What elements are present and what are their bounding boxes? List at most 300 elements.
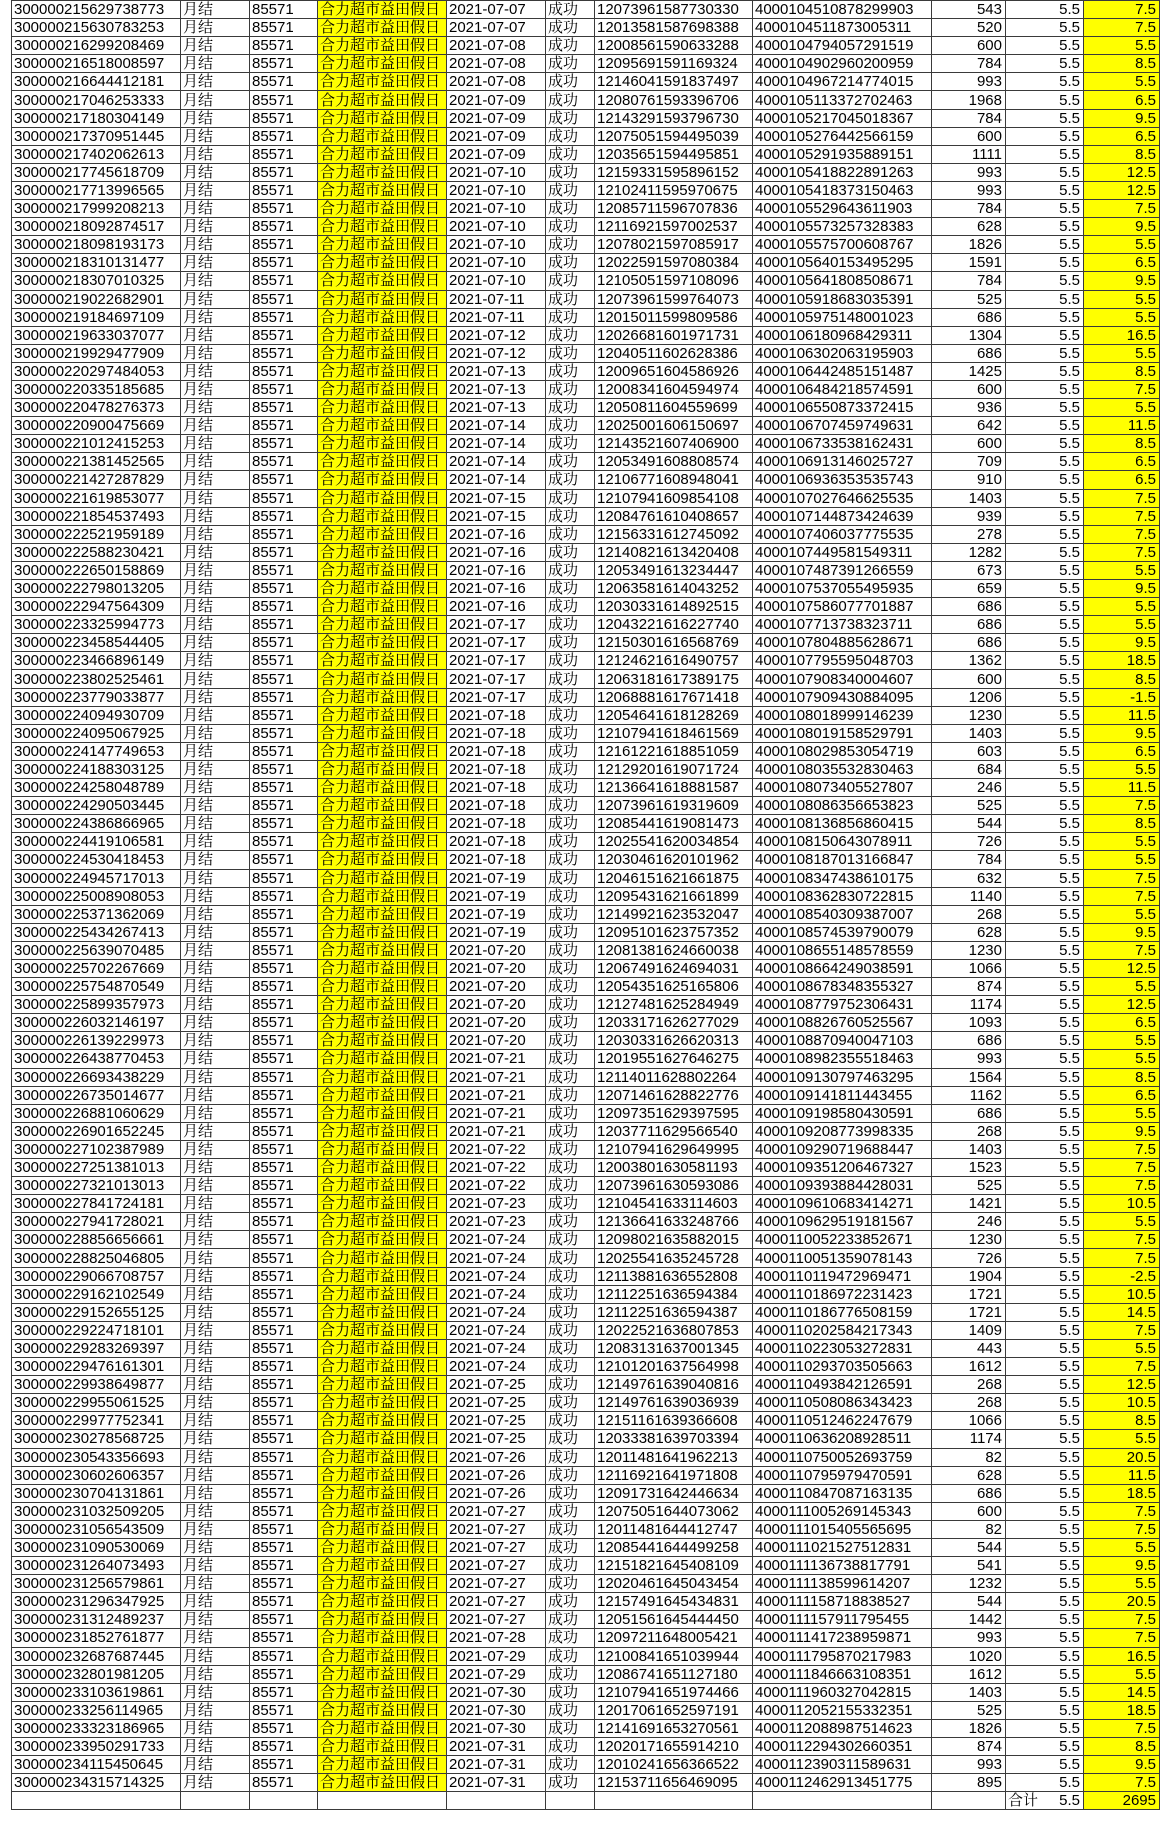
cell-fee: 7.5 (1084, 1719, 1160, 1737)
table-row (12, 1068, 1160, 1086)
cell-tracking-no: 4000107537055495935 (753, 580, 932, 598)
cell-tracking-no: 4000104902960200959 (753, 55, 932, 73)
cell-status: 成功 (546, 507, 595, 525)
cell-settlement-type: 月结 (181, 525, 250, 543)
cell-unit-price: 5.5 (1006, 1430, 1084, 1448)
cell-store-name: 合力超市益田假日 (318, 1086, 447, 1104)
cell-status: 成功 (546, 1738, 595, 1756)
cell-customer-code: 85571 (250, 869, 318, 887)
cell-settlement-type: 月结 (181, 471, 250, 489)
cell-customer-code: 85571 (250, 1538, 318, 1556)
cell-waybill-id: 300000224290503445 (12, 797, 181, 815)
cell-tracking-no: 4000109629519181567 (753, 1213, 932, 1231)
cell-unit-price: 5.5 (1006, 453, 1084, 471)
cell-unit-price: 5.5 (1006, 254, 1084, 272)
cell-weight: 628 (932, 1466, 1006, 1484)
cell-weight: 1282 (932, 543, 1006, 561)
cell-unit-price: 5.5 (1006, 1339, 1084, 1357)
cell-status: 成功 (546, 688, 595, 706)
cell-weight: 1721 (932, 1285, 1006, 1303)
cell-unit-price: 5.5 (1006, 236, 1084, 254)
cell-unit-price: 5.5 (1006, 941, 1084, 959)
cell-waybill-id: 300000230278568725 (12, 1430, 181, 1448)
cell-customer-code: 85571 (250, 1140, 318, 1158)
cell-fee: 8.5 (1084, 1068, 1160, 1086)
cell-settlement-type: 月结 (181, 1538, 250, 1556)
cell-store-name: 合力超市益田假日 (318, 91, 447, 109)
cell-waybill-id: 300000223802525461 (12, 670, 181, 688)
cell-weight: 1066 (932, 959, 1006, 977)
cell-weight: 686 (932, 344, 1006, 362)
cell-settlement-type: 月结 (181, 978, 250, 996)
cell-fee: 11.5 (1084, 417, 1160, 435)
cell-unit-price: 5.5 (1006, 1068, 1084, 1086)
cell-tracking-no: 4000108982355518463 (753, 1050, 932, 1068)
cell-settlement-type: 月结 (181, 760, 250, 778)
cell-order-no: 12051561645444450 (595, 1611, 753, 1629)
cell-weight: 600 (932, 380, 1006, 398)
cell-tracking-no: 4000109393884428031 (753, 1177, 932, 1195)
cell-unit-price: 5.5 (1006, 19, 1084, 37)
cell-customer-code: 85571 (250, 91, 318, 109)
cell-status: 成功 (546, 779, 595, 797)
cell-status: 成功 (546, 1665, 595, 1683)
cell-fee: 8.5 (1084, 670, 1160, 688)
cell-customer-code: 85571 (250, 218, 318, 236)
cell-weight: 1206 (932, 688, 1006, 706)
cell-order-no: 12141691653270561 (595, 1719, 753, 1737)
cell-order-no: 12095101623757352 (595, 923, 753, 941)
cell-order-no: 12085441619081473 (595, 815, 753, 833)
cell-status: 成功 (546, 1086, 595, 1104)
cell-waybill-id: 300000224530418453 (12, 851, 181, 869)
cell-settlement-type: 月结 (181, 1321, 250, 1339)
cell-waybill-id: 300000224094930709 (12, 706, 181, 724)
cell-status: 成功 (546, 127, 595, 145)
cell-tracking-no: 4000109610683414271 (753, 1195, 932, 1213)
cell-ship-date: 2021-07-13 (447, 362, 546, 380)
cell-weight: 874 (932, 1738, 1006, 1756)
cell-tracking-no: 4000108029853054719 (753, 742, 932, 760)
cell-tracking-no: 4000104511873005311 (753, 19, 932, 37)
cell-settlement-type: 月结 (181, 109, 250, 127)
cell-ship-date: 2021-07-10 (447, 200, 546, 218)
cell-ship-date: 2021-07-08 (447, 55, 546, 73)
cell-weight: 1162 (932, 1086, 1006, 1104)
cell-store-name: 合力超市益田假日 (318, 670, 447, 688)
cell-customer-code: 85571 (250, 670, 318, 688)
cell-customer-code: 85571 (250, 1050, 318, 1068)
cell-unit-price: 5.5 (1006, 73, 1084, 91)
cell-unit-price: 5.5 (1006, 869, 1084, 887)
cell-status: 成功 (546, 887, 595, 905)
cell-tracking-no: 4000110508086343423 (753, 1394, 932, 1412)
cell-status: 成功 (546, 1376, 595, 1394)
cell-tracking-no: 4000105975148001023 (753, 308, 932, 326)
total-fee: 2695 (1084, 1792, 1160, 1810)
table-row (12, 779, 1160, 797)
cell-tracking-no: 4000108136856860415 (753, 815, 932, 833)
cell-customer-code: 85571 (250, 742, 318, 760)
cell-store-name: 合力超市益田假日 (318, 905, 447, 923)
cell-weight: 246 (932, 1213, 1006, 1231)
cell-waybill-id: 300000219929477909 (12, 344, 181, 362)
cell-status: 成功 (546, 181, 595, 199)
cell-customer-code: 85571 (250, 1394, 318, 1412)
cell-fee: 5.5 (1084, 290, 1160, 308)
cell-status: 成功 (546, 1719, 595, 1737)
cell-tracking-no: 4000106707459749631 (753, 417, 932, 435)
cell-customer-code: 85571 (250, 1122, 318, 1140)
cell-tracking-no: 4000107908340004607 (753, 670, 932, 688)
cell-unit-price: 5.5 (1006, 543, 1084, 561)
cell-status: 成功 (546, 1629, 595, 1647)
cell-ship-date: 2021-07-28 (447, 1629, 546, 1647)
cell-waybill-id: 300000220900475669 (12, 417, 181, 435)
cell-settlement-type: 月结 (181, 1502, 250, 1520)
cell-fee: 5.5 (1084, 1575, 1160, 1593)
table-row (12, 507, 1160, 525)
cell-unit-price: 5.5 (1006, 1231, 1084, 1249)
cell-tracking-no: 4000108362830722815 (753, 887, 932, 905)
cell-order-no: 12015011599809586 (595, 308, 753, 326)
cell-settlement-type: 月结 (181, 507, 250, 525)
cell-weight: 82 (932, 1448, 1006, 1466)
cell-status: 成功 (546, 742, 595, 760)
cell-status: 成功 (546, 145, 595, 163)
cell-customer-code: 85571 (250, 1611, 318, 1629)
cell-status: 成功 (546, 489, 595, 507)
cell-unit-price: 5.5 (1006, 109, 1084, 127)
cell-ship-date: 2021-07-22 (447, 1177, 546, 1195)
table-row (12, 218, 1160, 236)
cell-customer-code: 85571 (250, 905, 318, 923)
cell-tracking-no: 4000108035532830463 (753, 760, 932, 778)
table-row (12, 453, 1160, 471)
cell-waybill-id: 300000233323186965 (12, 1719, 181, 1737)
cell-order-no: 12114011628802264 (595, 1068, 753, 1086)
cell-tracking-no: 4000107406037775535 (753, 525, 932, 543)
cell-tracking-no: 4000110186972231423 (753, 1285, 932, 1303)
cell-waybill-id: 300000221427287829 (12, 471, 181, 489)
cell-fee: 5.5 (1084, 760, 1160, 778)
cell-customer-code: 85571 (250, 109, 318, 127)
cell-order-no: 12025541620034854 (595, 833, 753, 851)
cell-status: 成功 (546, 670, 595, 688)
cell-fee: 9.5 (1084, 1756, 1160, 1774)
cell-status: 成功 (546, 525, 595, 543)
cell-waybill-id: 300000231056543509 (12, 1520, 181, 1538)
cell-customer-code: 85571 (250, 290, 318, 308)
cell-store-name: 合力超市益田假日 (318, 1701, 447, 1719)
cell-store-name: 合力超市益田假日 (318, 55, 447, 73)
cell-order-no: 12010241656366522 (595, 1756, 753, 1774)
cell-settlement-type: 月结 (181, 1086, 250, 1104)
cell-settlement-type: 月结 (181, 1611, 250, 1629)
cell-tracking-no: 4000111417238959871 (753, 1629, 932, 1647)
cell-tracking-no: 4000111158718838527 (753, 1593, 932, 1611)
cell-settlement-type: 月结 (181, 670, 250, 688)
cell-unit-price: 5.5 (1006, 37, 1084, 55)
cell-customer-code: 85571 (250, 1177, 318, 1195)
table-row (12, 1611, 1160, 1629)
cell-status: 成功 (546, 55, 595, 73)
cell-tracking-no: 4000108574539790079 (753, 923, 932, 941)
cell-ship-date: 2021-07-18 (447, 760, 546, 778)
table-row (12, 417, 1160, 435)
cell-unit-price: 5.5 (1006, 996, 1084, 1014)
cell-customer-code: 85571 (250, 634, 318, 652)
cell-fee: 7.5 (1084, 1159, 1160, 1177)
cell-unit-price: 5.5 (1006, 1394, 1084, 1412)
cell-order-no: 12063181617389175 (595, 670, 753, 688)
cell-unit-price: 5.5 (1006, 959, 1084, 977)
table-row (12, 435, 1160, 453)
cell-settlement-type: 月结 (181, 598, 250, 616)
cell-waybill-id: 300000224147749653 (12, 742, 181, 760)
cell-status: 成功 (546, 1285, 595, 1303)
cell-tracking-no: 4000111960327042815 (753, 1683, 932, 1701)
cell-tracking-no: 4000110119472969471 (753, 1267, 932, 1285)
cell-customer-code: 85571 (250, 1756, 318, 1774)
table-row (12, 1213, 1160, 1231)
cell-ship-date: 2021-07-14 (447, 417, 546, 435)
cell-tracking-no: 4000105291935889151 (753, 145, 932, 163)
cell-customer-code: 85571 (250, 1647, 318, 1665)
cell-status: 成功 (546, 1195, 595, 1213)
cell-ship-date: 2021-07-15 (447, 489, 546, 507)
cell-settlement-type: 月结 (181, 344, 250, 362)
cell-waybill-id: 300000222650158869 (12, 561, 181, 579)
cell-store-name: 合力超市益田假日 (318, 326, 447, 344)
cell-unit-price: 5.5 (1006, 525, 1084, 543)
cell-waybill-id: 300000231312489237 (12, 1611, 181, 1629)
cell-unit-price: 5.5 (1006, 905, 1084, 923)
cell-fee: 8.5 (1084, 1412, 1160, 1430)
cell-tracking-no: 4000109208773998335 (753, 1122, 932, 1140)
cell-weight: 268 (932, 1376, 1006, 1394)
cell-ship-date: 2021-07-09 (447, 127, 546, 145)
cell-settlement-type: 月结 (181, 1122, 250, 1140)
cell-ship-date: 2021-07-29 (447, 1647, 546, 1665)
cell-customer-code: 85571 (250, 598, 318, 616)
table-row (12, 1358, 1160, 1376)
cell-store-name: 合力超市益田假日 (318, 127, 447, 145)
cell-weight: 784 (932, 109, 1006, 127)
cell-status: 成功 (546, 580, 595, 598)
table-row (12, 1502, 1160, 1520)
cell-settlement-type: 月结 (181, 1140, 250, 1158)
cell-order-no: 12102411595970675 (595, 181, 753, 199)
cell-customer-code: 85571 (250, 1104, 318, 1122)
cell-store-name: 合力超市益田假日 (318, 525, 447, 543)
cell-ship-date: 2021-07-17 (447, 652, 546, 670)
table-row (12, 200, 1160, 218)
cell-settlement-type: 月结 (181, 996, 250, 1014)
table-row (12, 616, 1160, 634)
cell-settlement-type: 月结 (181, 1557, 250, 1575)
cell-fee: -2.5 (1084, 1267, 1160, 1285)
cell-ship-date: 2021-07-20 (447, 1014, 546, 1032)
cell-waybill-id: 300000229283269397 (12, 1339, 181, 1357)
table-row (12, 471, 1160, 489)
cell-fee: 6.5 (1084, 742, 1160, 760)
cell-settlement-type: 月结 (181, 1303, 250, 1321)
cell-fee: 7.5 (1084, 1611, 1160, 1629)
cell-order-no: 12026681601971731 (595, 326, 753, 344)
cell-unit-price: 5.5 (1006, 1195, 1084, 1213)
cell-settlement-type: 月结 (181, 272, 250, 290)
cell-ship-date: 2021-07-16 (447, 525, 546, 543)
cell-ship-date: 2021-07-13 (447, 380, 546, 398)
cell-ship-date: 2021-07-18 (447, 742, 546, 760)
cell-order-no: 12011481644412747 (595, 1520, 753, 1538)
cell-ship-date: 2021-07-20 (447, 1032, 546, 1050)
cell-status: 成功 (546, 905, 595, 923)
table-row (12, 742, 1160, 760)
cell-customer-code: 85571 (250, 1520, 318, 1538)
cell-waybill-id: 300000217370951445 (12, 127, 181, 145)
cell-tracking-no: 4000105276442566159 (753, 127, 932, 145)
cell-settlement-type: 月结 (181, 724, 250, 742)
cell-customer-code: 85571 (250, 163, 318, 181)
cell-waybill-id: 300000217999208213 (12, 200, 181, 218)
table-row (12, 706, 1160, 724)
cell-tracking-no: 4000111157911795455 (753, 1611, 932, 1629)
cell-settlement-type: 月结 (181, 1629, 250, 1647)
cell-unit-price: 5.5 (1006, 272, 1084, 290)
cell-customer-code: 85571 (250, 435, 318, 453)
table-row (12, 1249, 1160, 1267)
cell-store-name: 合力超市益田假日 (318, 1538, 447, 1556)
cell-weight: 910 (932, 471, 1006, 489)
cell-customer-code: 85571 (250, 1321, 318, 1339)
cell-fee: 7.5 (1084, 797, 1160, 815)
cell-waybill-id: 300000224419106581 (12, 833, 181, 851)
cell-ship-date: 2021-07-22 (447, 1159, 546, 1177)
cell-weight: 1612 (932, 1358, 1006, 1376)
table-row (12, 1575, 1160, 1593)
cell-tracking-no: 4000108019158529791 (753, 724, 932, 742)
total-empty-cell (181, 1792, 250, 1810)
cell-fee: 5.5 (1084, 308, 1160, 326)
cell-store-name: 合力超市益田假日 (318, 688, 447, 706)
cell-tracking-no: 4000107449581549311 (753, 543, 932, 561)
cell-ship-date: 2021-07-11 (447, 308, 546, 326)
table-row (12, 55, 1160, 73)
cell-store-name: 合力超市益田假日 (318, 399, 447, 417)
cell-fee: 7.5 (1084, 525, 1160, 543)
cell-order-no: 12107941629649995 (595, 1140, 753, 1158)
cell-store-name: 合力超市益田假日 (318, 1068, 447, 1086)
cell-fee: 7.5 (1084, 1140, 1160, 1158)
cell-status: 成功 (546, 1358, 595, 1376)
cell-settlement-type: 月结 (181, 1756, 250, 1774)
cell-weight: 874 (932, 978, 1006, 996)
cell-fee: 5.5 (1084, 1213, 1160, 1231)
cell-ship-date: 2021-07-10 (447, 163, 546, 181)
cell-status: 成功 (546, 941, 595, 959)
cell-waybill-id: 300000225371362069 (12, 905, 181, 923)
cell-store-name: 合力超市益田假日 (318, 1448, 447, 1466)
cell-settlement-type: 月结 (181, 742, 250, 760)
cell-ship-date: 2021-07-21 (447, 1122, 546, 1140)
cell-customer-code: 85571 (250, 181, 318, 199)
cell-fee: 5.5 (1084, 73, 1160, 91)
cell-unit-price: 5.5 (1006, 1249, 1084, 1267)
cell-waybill-id: 300000221854537493 (12, 507, 181, 525)
cell-waybill-id: 300000229152655125 (12, 1303, 181, 1321)
cell-customer-code: 85571 (250, 1249, 318, 1267)
cell-unit-price: 5.5 (1006, 634, 1084, 652)
cell-unit-price: 5.5 (1006, 1683, 1084, 1701)
table-row (12, 1665, 1160, 1683)
table-row (12, 1538, 1160, 1556)
cell-store-name: 合力超市益田假日 (318, 109, 447, 127)
cell-tracking-no: 4000105641808508671 (753, 272, 932, 290)
cell-weight: 525 (932, 1701, 1006, 1719)
table-row (12, 1520, 1160, 1538)
cell-status: 成功 (546, 1611, 595, 1629)
cell-customer-code: 85571 (250, 688, 318, 706)
cell-unit-price: 5.5 (1006, 1321, 1084, 1339)
cell-weight: 603 (932, 742, 1006, 760)
cell-ship-date: 2021-07-24 (447, 1339, 546, 1357)
cell-status: 成功 (546, 290, 595, 308)
cell-tracking-no: 4000109198580430591 (753, 1104, 932, 1122)
cell-status: 成功 (546, 163, 595, 181)
cell-order-no: 12081381624660038 (595, 941, 753, 959)
table-row (12, 1140, 1160, 1158)
cell-store-name: 合力超市益田假日 (318, 1738, 447, 1756)
cell-ship-date: 2021-07-24 (447, 1285, 546, 1303)
cell-tracking-no: 4000108187013166847 (753, 851, 932, 869)
cell-ship-date: 2021-07-12 (447, 326, 546, 344)
cell-ship-date: 2021-07-24 (447, 1267, 546, 1285)
cell-customer-code: 85571 (250, 380, 318, 398)
cell-waybill-id: 300000227941728021 (12, 1213, 181, 1231)
cell-customer-code: 85571 (250, 344, 318, 362)
table-row (12, 1629, 1160, 1647)
cell-ship-date: 2021-07-09 (447, 91, 546, 109)
cell-unit-price: 5.5 (1006, 978, 1084, 996)
cell-weight: 1403 (932, 724, 1006, 742)
cell-customer-code: 85571 (250, 471, 318, 489)
table-row (12, 996, 1160, 1014)
cell-waybill-id: 300000223466896149 (12, 652, 181, 670)
cell-fee: 9.5 (1084, 1557, 1160, 1575)
cell-tracking-no: 4000107586077701887 (753, 598, 932, 616)
cell-waybill-id: 300000222798013205 (12, 580, 181, 598)
cell-fee: 12.5 (1084, 959, 1160, 977)
table-row (12, 1412, 1160, 1430)
cell-settlement-type: 月结 (181, 399, 250, 417)
cell-store-name: 合力超市益田假日 (318, 1376, 447, 1394)
total-label: 合计 (1008, 1792, 1039, 1810)
cell-waybill-id: 300000217046253333 (12, 91, 181, 109)
cell-customer-code: 85571 (250, 453, 318, 471)
cell-order-no: 12020171655914210 (595, 1738, 753, 1756)
cell-store-name: 合力超市益田假日 (318, 851, 447, 869)
cell-fee: 20.5 (1084, 1448, 1160, 1466)
cell-status: 成功 (546, 1104, 595, 1122)
cell-store-name: 合力超市益田假日 (318, 163, 447, 181)
cell-order-no: 12116921641971808 (595, 1466, 753, 1484)
cell-status: 成功 (546, 1267, 595, 1285)
table-row (12, 797, 1160, 815)
cell-tracking-no: 4000108655148578559 (753, 941, 932, 959)
cell-store-name: 合力超市益田假日 (318, 1122, 447, 1140)
